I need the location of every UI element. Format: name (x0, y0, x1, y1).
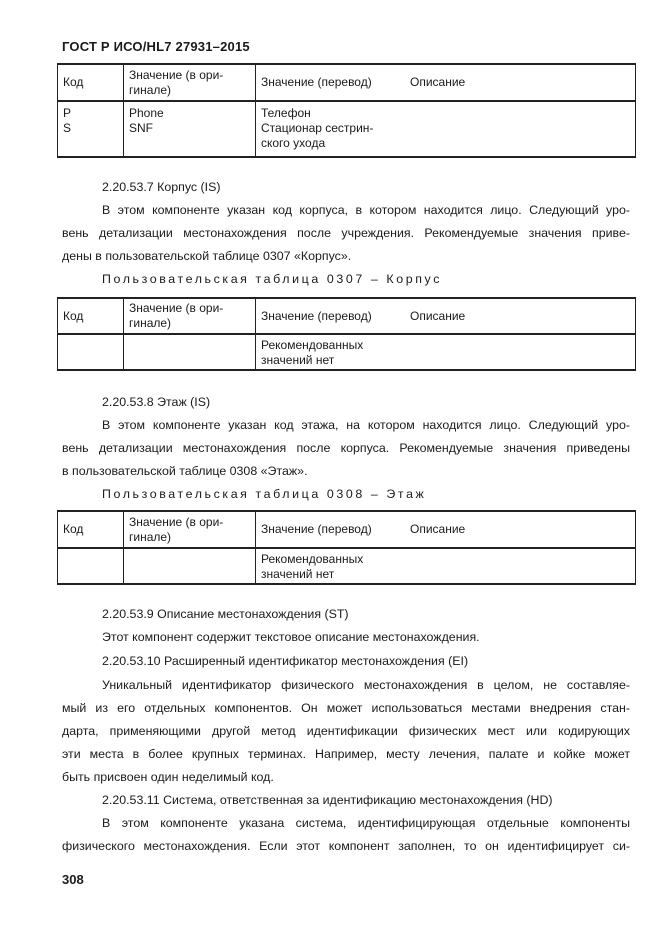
paragraph-line: Уникальный идентификатор физического местонахождения в целом, не составляе- (102, 678, 630, 692)
paragraph-line: вень детализации местонахождения после учреждения. Рекомендуемые значения приве- (62, 226, 630, 240)
table-cell (124, 548, 256, 584)
table-cell: Рекомендованных значений нет (256, 334, 406, 370)
table-cell: Рекомендованных значений нет (256, 548, 406, 584)
table-cell (58, 548, 124, 584)
table-cell: Телефон Стационар сестрин- ского ухода (256, 101, 406, 157)
col-original-header: Значение (в ори- гинале) (124, 64, 256, 101)
values-table-0307 (57, 297, 636, 371)
table-caption-0308: Пользовательская таблица 0308 – Этаж (102, 487, 427, 501)
paragraph-line: быть присвоен один неделимый код. (62, 770, 274, 784)
col-translation-header: Значение (перевод) (256, 64, 406, 101)
table-cell (124, 334, 256, 370)
paragraph-line: вень детализации местонахождения после корпуса. Рекомендуемые значения приведены (62, 441, 630, 455)
col-original-header: Значение (в ори- гинале) (124, 298, 256, 334)
paragraph-line: В этом компоненте указан код этажа, на котором находится лицо. Следующий уро- (102, 418, 630, 432)
paragraph-line: мый из его отдельных компонентов. Он может использоваться местами внедрения стан- (62, 701, 630, 715)
paragraph-line: Этот компонент содержит текстовое описание местонахождения. (102, 630, 480, 644)
values-table-0308 (57, 510, 636, 585)
table-cell (405, 548, 636, 584)
section-title-8: 2.20.53.8 Этаж (IS) (102, 395, 211, 409)
col-description-header: Описание (405, 64, 636, 101)
col-code-header: Код (58, 64, 124, 101)
paragraph-line: дены в пользовательской таблице 0307 «Корпус». (62, 249, 352, 263)
col-code-header: Код (58, 511, 124, 548)
paragraph-line: в пользовательской таблице 0308 «Этаж». (62, 464, 308, 478)
col-description-header: Описание (405, 511, 636, 548)
table-cell: Phone SNF (124, 101, 256, 157)
table-cell (405, 101, 636, 157)
page-number: 308 (62, 872, 84, 887)
table-cell: P S (58, 101, 124, 157)
paragraph-line: В этом компоненте указана система, идентифицирующая отдельные компоненты (102, 816, 630, 830)
document-header: ГОСТ Р ИСО/HL7 27931–2015 (62, 39, 250, 54)
section-title-9: 2.20.53.9 Описание местонахождения (ST) (102, 607, 349, 621)
table-cell (405, 334, 636, 370)
table-caption-0307: Пользовательская таблица 0307 – Корпус (102, 272, 442, 286)
paragraph-line: эти места в более крупных терминах. Например, месту лечения, палате и койке может (62, 747, 630, 761)
section-title-11: 2.20.53.11 Система, ответственная за идентификацию местонахождения (HD) (102, 793, 553, 807)
paragraph-line: дарта, применяющими другой метод идентификации физических мест или кодирующих (62, 724, 630, 738)
col-translation-header: Значение (перевод) (256, 298, 406, 334)
section-title-10: 2.20.53.10 Расширенный идентификатор местонахождения (EI) (102, 654, 469, 668)
table-cell (58, 334, 124, 370)
values-table-1 (57, 63, 636, 158)
col-original-header: Значение (в ори- гинале) (124, 511, 256, 548)
col-code-header: Код (58, 298, 124, 334)
section-title-7: 2.20.53.7 Корпус (IS) (102, 180, 221, 194)
paragraph-line: В этом компоненте указан код корпуса, в котором находится лицо. Следующий уро- (102, 203, 630, 217)
col-translation-header: Значение (перевод) (256, 511, 406, 548)
col-description-header: Описание (405, 298, 636, 334)
paragraph-line: физического местонахождения. Если этот компонент заполнен, то он идентифицирует си- (62, 839, 630, 853)
